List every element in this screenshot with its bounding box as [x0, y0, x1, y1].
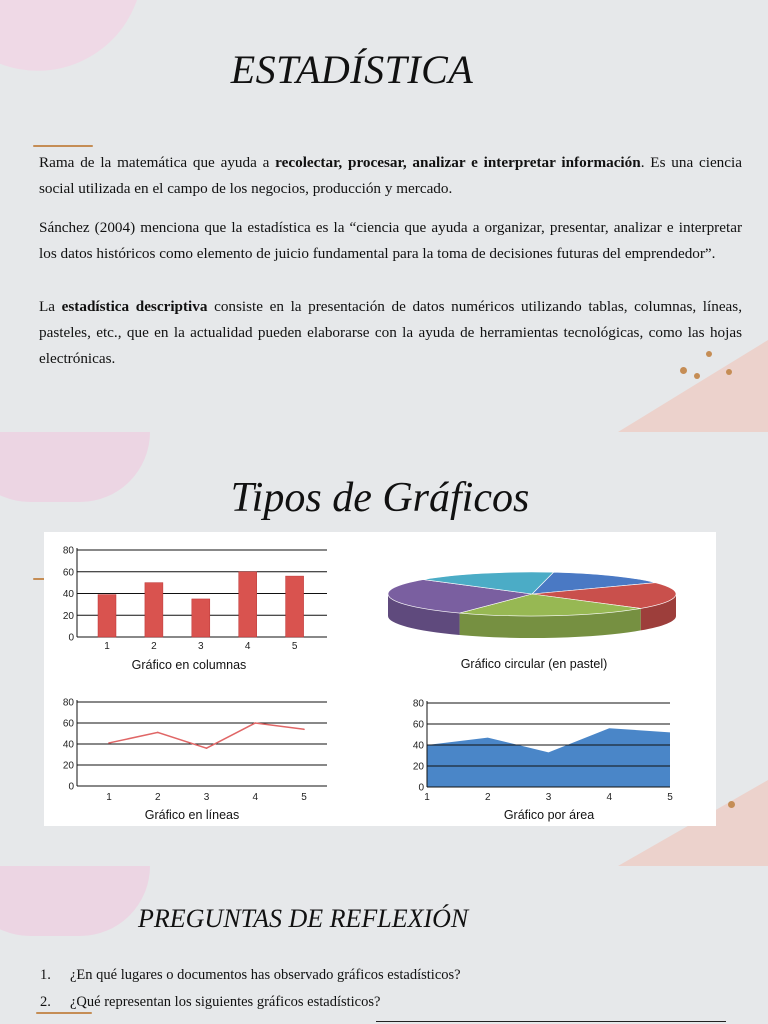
chart-caption: Gráfico en líneas: [144, 808, 240, 822]
section-subtitle: Tipos de Gráficos: [230, 475, 530, 521]
chart-caption: Gráfico circular (en pastel): [460, 657, 608, 671]
bar: [239, 572, 257, 637]
x-tick-label: 4: [606, 792, 613, 803]
x-tick-label: 5: [301, 792, 307, 803]
chart-caption: Gráfico en columnas: [131, 658, 247, 672]
x-tick-label: 1: [104, 641, 110, 652]
x-tick-label: 2: [154, 792, 161, 803]
decor-dot: [694, 373, 700, 379]
y-tick-label: 20: [62, 760, 74, 772]
line-point: [254, 722, 256, 724]
intro-paragraph: [39, 150, 742, 202]
y-tick-label: 20: [62, 610, 74, 622]
question-number: 2.: [40, 994, 51, 1010]
decor-blob-bottom-left: [0, 866, 150, 936]
question-text: ¿En qué lugares o documentos has observado gráficos estadísticos?: [70, 967, 461, 983]
bar: [145, 583, 163, 637]
line-point: [108, 742, 110, 744]
paragraph-bold-text: recolectar, procesar, analizar e interpretar información: [275, 154, 641, 171]
paragraph-text: Sánchez (2004) menciona que la estadística es la “ciencia que ayuda a organizar, presentar, analizar e interpretar los datos históricos como elemento de juicio fundamental para la toma de decisiones futuras del emprendedor”.: [39, 219, 742, 262]
y-tick-label: 60: [62, 718, 74, 730]
line-point: [157, 732, 159, 734]
paragraph-text: . Es una ciencia social utilizada en el campo de los negocios, producción y mercado.: [39, 154, 742, 197]
question-number: 1.: [40, 967, 51, 983]
y-tick-label: 40: [62, 589, 74, 600]
paragraph-text: consiste en la presentación de datos numéricos utilizando tablas, columnas, líneas, pasteles, etc., que en la actualidad pueden elaborarse con la ayuda de herramientas tecnológicas, como las hojas electrónicas.: [39, 298, 743, 367]
page-title: ESTADÍSTICA: [230, 47, 474, 92]
descriptive-paragraph: [39, 294, 742, 372]
y-tick-label: 80: [412, 698, 424, 710]
bar: [98, 595, 116, 637]
area-fill: [427, 728, 670, 787]
y-tick-label: 0: [418, 782, 424, 794]
x-tick-label: 4: [244, 641, 251, 652]
x-tick-label: 1: [424, 792, 430, 803]
bar: [286, 576, 304, 637]
y-tick-label: 80: [62, 697, 74, 709]
x-tick-label: 4: [252, 792, 259, 803]
quote-paragraph: [39, 215, 742, 267]
line-point: [206, 747, 208, 749]
y-tick-label: 40: [412, 740, 424, 752]
decor-dot: [728, 801, 735, 808]
answer-line: [376, 1021, 726, 1022]
x-tick-label: 2: [151, 641, 157, 652]
paragraph-bold-text: estadística descriptiva: [61, 298, 208, 315]
bar: [192, 599, 210, 637]
y-tick-label: 20: [412, 761, 424, 773]
x-tick-label: 3: [203, 792, 210, 803]
chart-caption: Gráfico por área: [503, 808, 595, 822]
charts-svg: [44, 532, 716, 826]
x-tick-label: 2: [484, 792, 491, 803]
y-tick-label: 80: [62, 545, 74, 557]
question-text: ¿Qué representan los siguientes gráficos estadísticos?: [70, 994, 381, 1010]
y-tick-label: 40: [62, 739, 74, 751]
y-tick-label: 60: [62, 567, 74, 579]
charts-panel: [44, 532, 716, 826]
x-tick-label: 3: [198, 641, 204, 652]
x-tick-label: 1: [106, 792, 112, 803]
reflection-title: PREGUNTAS DE REFLEXIÓN: [138, 904, 469, 933]
y-tick-label: 0: [68, 632, 74, 644]
decor-dash: [33, 145, 93, 147]
x-tick-label: 5: [667, 792, 673, 803]
question-item: [40, 962, 461, 989]
y-tick-label: 0: [68, 781, 74, 793]
paragraph-text: La: [39, 298, 62, 315]
question-list: [40, 962, 461, 1016]
line-point: [303, 729, 305, 731]
x-tick-label: 3: [545, 792, 552, 803]
y-tick-label: 60: [412, 719, 424, 731]
x-tick-label: 5: [291, 641, 298, 652]
question-item: [40, 989, 461, 1016]
paragraph-text: Rama de la matemática que ayuda a: [39, 154, 276, 171]
